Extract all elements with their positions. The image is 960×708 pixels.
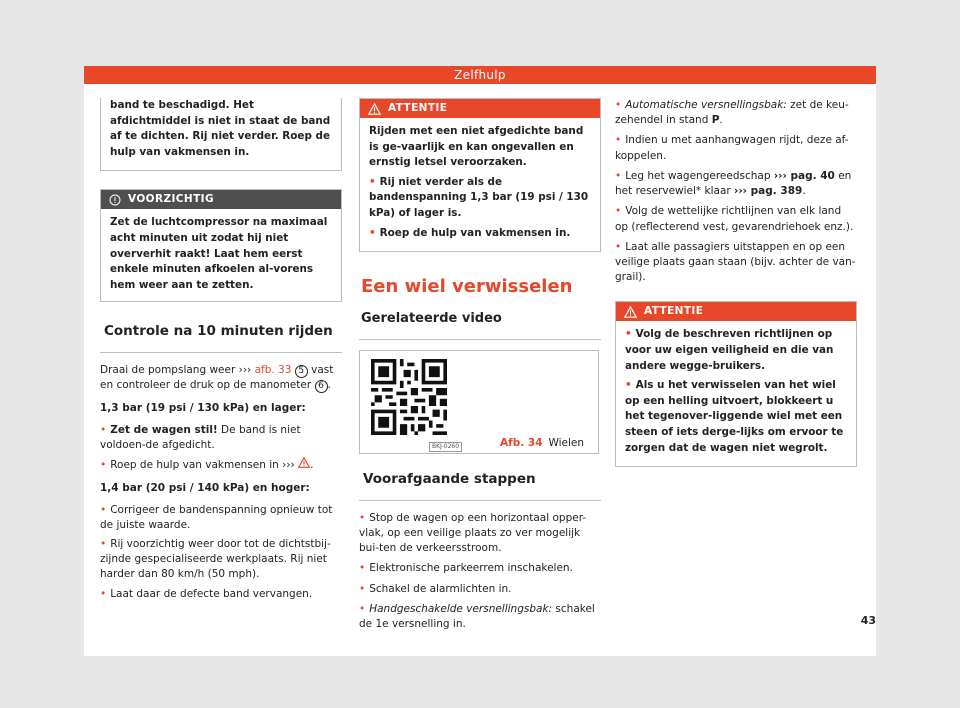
list-item: • Laat daar de defecte band vervangen. — [100, 587, 313, 600]
page-link-40[interactable]: ››› pag. 40 — [773, 169, 835, 182]
warning-box — [615, 301, 857, 467]
figure-link-33[interactable]: afb. 33 — [254, 364, 292, 377]
caution-text: Zet de luchtcompressor na maximaal acht minuten uit zodat hij niet oververhit raakt! Laat hem eerst enkele minuten afkoelen al-vorens hem weer aan te zetten. — [110, 216, 328, 291]
figure-label: Afb. 34 — [500, 437, 543, 450]
warning-text: Rijden met een niet afgedichte band is ge-vaarlijk en kan ongevallen en ernstig letsel veroorzaken. — [369, 125, 584, 169]
divider — [100, 352, 342, 353]
manual-page — [84, 66, 876, 656]
list-item: • Elektronische parkeerrem inschakelen. — [359, 562, 573, 575]
warning-triangle-icon[interactable] — [298, 457, 310, 468]
figure-qr — [359, 350, 599, 454]
prep-title: Voorafgaande stappen — [363, 471, 536, 488]
intro-paragraph: Draai de pompslang weer ››› afb. 33 5 vast en controleer de druk op de manometer 6 . — [100, 364, 334, 392]
list-item: • Als u het verwisselen van het wiel op een helling uitvoert, blokkeert u het tegenover-liggende wiel met een steen of iets derge-lijks om ervoor te zorgen dat de wagen niet wegrolt. — [625, 379, 844, 454]
continued-text: band te beschadigd. Het afdichtmiddel is niet in staat de band af te dichten. Rij niet verder. Roep de hulp van vakmensen in. — [110, 99, 331, 158]
warning-triangle-icon — [368, 103, 381, 115]
warning-triangle-icon — [624, 306, 637, 318]
page-link-389[interactable]: ››› pag. 389 — [734, 185, 803, 198]
list-item: • Rij niet verder als de bandenspanning 1,3 bar (19 psi / 130 kPa) of lager is. — [369, 175, 589, 220]
callout-5: 5 — [295, 365, 308, 378]
list-item: • Handgeschakelde versnellingsbak: schakel de 1e versnelling in. — [359, 602, 595, 631]
arrow-ref: ››› — [238, 364, 252, 377]
warning-header — [616, 302, 856, 321]
divider — [359, 500, 601, 501]
callout-6: 6 — [315, 380, 328, 393]
caution-title: VOORZICHTIG — [128, 193, 214, 206]
figure-caption: Afb. 34 Wielen — [500, 437, 585, 450]
list-item: • Roep de hulp van vakmensen in. — [369, 226, 571, 239]
caution-box — [100, 189, 342, 302]
list-item: • Corrigeer de bandenspanning opnieuw tot de juiste waarde. — [100, 503, 333, 531]
list-item: • Volg de wettelijke richtlijnen van elk land op (reflecterend vest, gevarendriehoek enz.). — [615, 205, 854, 233]
qr-code-image[interactable] — [371, 359, 447, 435]
warning-title: ATTENTIE — [644, 305, 704, 318]
list-item: • Schakel de alarmlichten in. — [359, 582, 512, 595]
warning-box — [359, 98, 601, 252]
warning-header — [360, 99, 600, 118]
list-item: • Stop de wagen op een horizontaal opper-vlak, op een veilige plaats zo ver mogelijk bui-ten de verkeersstroom. — [359, 511, 587, 555]
section-title: Controle na 10 minuten rijden — [104, 323, 333, 340]
low-pressure-title: 1,3 bar (19 psi / 130 kPa) en lager: — [100, 402, 306, 415]
warning-body — [360, 118, 600, 251]
list-item: • Roep de hulp van vakmensen in ››› . — [100, 459, 314, 472]
chapter-title: Een wiel verwisselen — [361, 276, 573, 298]
info-circle-icon — [109, 194, 121, 206]
list-item: • Automatische versnellingsbak: zet de keu-zehendel in stand P. — [615, 99, 849, 127]
column-1 — [100, 98, 342, 610]
list-item: • Laat alle passagiers uitstappen en op een veilige plaats gaan staan (bijv. achter de van-grail). — [615, 240, 856, 284]
list-item: • Rij voorzichtig weer door tot de dichtstbij-zijnde gespecialiseerde werkplaats. Rij niet harder dan 80 km/h (50 mph). — [100, 538, 331, 581]
page-number: 43 — [860, 614, 876, 628]
column-2 — [359, 98, 601, 640]
list-item: • Volg de beschreven richtlijnen op voor uw eigen veiligheid en die van andere wegge-bruikers. — [625, 328, 834, 372]
divider — [359, 339, 601, 340]
list-item: • Leg het wagengereedschap ››› pag. 40 en het reservewiel* klaar ››› pag. 389. — [615, 169, 852, 198]
list-item: • Indien u met aanhangwagen rijdt, deze af-koppelen. — [615, 134, 849, 162]
caution-header — [101, 190, 341, 209]
chapter-header: Zelfhulp — [84, 66, 876, 84]
warning-body — [616, 321, 856, 466]
list-item: • Zet de wagen stil! De band is niet voldoen-de afgedicht. — [100, 423, 301, 451]
image-code: BKJ-0260 — [429, 442, 462, 452]
video-title: Gerelateerde video — [361, 311, 502, 327]
column-3 — [615, 98, 857, 467]
warning-title: ATTENTIE — [388, 101, 448, 114]
high-pressure-title: 1,4 bar (20 psi / 140 kPa) en hoger: — [100, 482, 310, 495]
continued-warning-box — [100, 98, 342, 171]
